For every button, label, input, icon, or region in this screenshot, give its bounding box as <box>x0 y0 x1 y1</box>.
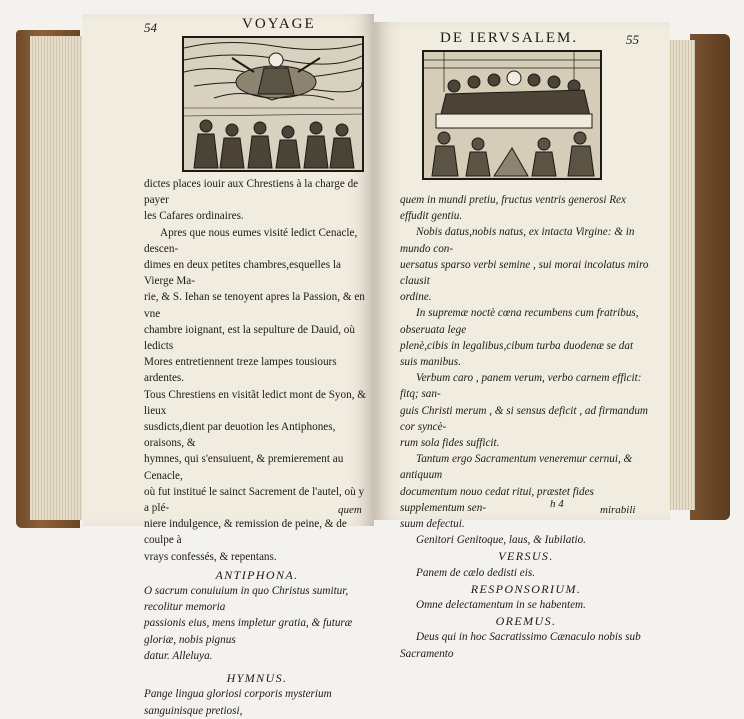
left-page <box>82 14 374 717</box>
text-line: vrays confessés, & repentans. <box>144 550 277 563</box>
antiphona-heading: ANTIPHONA. <box>215 567 299 582</box>
text-line: suum defectui. <box>400 518 465 531</box>
text-line: ordine. <box>400 291 432 304</box>
text-line: Nobis datus,nobis natus, ex intacta Virgine: & in mundo con- <box>400 226 635 255</box>
text-line: chambre ioignant, est la sepulture de Dauid, où ledicts <box>144 323 355 353</box>
left-running-head: VOYAGE <box>242 16 316 32</box>
antiphona-line: datur. Alleluya. <box>144 649 213 662</box>
oremus-line: Deus qui in hoc Sacratissimo Cænaculo nobis sub Sacramento <box>400 631 641 660</box>
hymnus-line: Pange lingua gloriosi corporis mysterium sanguinisque pretiosi, <box>144 688 332 717</box>
text-line: Genitori Genitoque, laus, & Iubilatio. <box>416 534 586 547</box>
right-running-head: DE IERVSALEM. <box>440 30 579 46</box>
text-line: rum sola fides sufficit. <box>400 437 500 450</box>
versus-line: Panem de cælo dedisti eis. <box>416 566 535 579</box>
responsorium-line: Omne delectamentum in se habentem. <box>416 599 586 612</box>
right-catchword: mirabili <box>600 504 636 516</box>
woodcut-ascension-illustration <box>182 36 364 172</box>
text-line: quem in mundi pretiu, fructus ventris generosi Rex effudit gentiu. <box>400 194 626 223</box>
text-line: Tous Chrestiens en visitãt ledict mont de Syon, & lieux <box>144 388 367 417</box>
text-line: dimes en deux petites chambres,esquelles la Vierge Ma- <box>144 259 341 288</box>
text-line: dictes places iouir aux Chrestiens à la charge de payer <box>144 178 359 207</box>
right-page <box>374 22 670 660</box>
oremus-heading: OREMUS. <box>495 614 557 629</box>
left-page-number: 54 <box>144 20 157 35</box>
right-body-text <box>400 192 652 662</box>
text-line: Verbum caro , panem verum, verbo carnem efficit: fitq; san- <box>400 372 642 401</box>
text-line: documentum nouo cedat ritui, præstet fides supplementum sen- <box>400 485 594 514</box>
text-line: niere indulgence, & remission de peine, & de coulpe à <box>144 518 347 547</box>
right-cover-binding <box>690 34 730 520</box>
text-line: Mores entretiennent treze lampes tousiours ardentes. <box>144 356 337 385</box>
text-line: les Cafares ordinaires. <box>144 210 244 223</box>
text-line: rie, & S. Iehan se tenoyent apres la Passion, & en vne <box>144 291 365 320</box>
text-line: guis Christi merum , & si sensus deficit , ad firmandum cor syncè- <box>400 404 648 433</box>
text-line: où fut institué le sainct Sacrement de l'autel, où y a plé- <box>144 485 365 515</box>
responsorium-heading: RESPONSORIUM. <box>470 581 582 596</box>
text-line: susdicts,dient par deuotion les Antiphones, oraisons, & <box>144 421 336 450</box>
text-line: plenè,cibis in legalibus,cibum turba duodenæ se dat suis manibus. <box>400 339 634 369</box>
left-catchword: quem <box>338 504 362 516</box>
versus-heading: VERSUS. <box>498 549 554 564</box>
left-body-text <box>144 176 370 719</box>
text-line: In supremæ noctè cœna recumbens cum fratribus, obseruata lege <box>400 307 639 336</box>
woodcut-last-supper-illustration <box>422 50 602 180</box>
right-page-number: 55 <box>626 32 639 47</box>
text-line: Tantum ergo Sacramentum veneremur cernui, & antiquum <box>400 453 633 482</box>
signature-mark: h 4 <box>550 498 564 510</box>
text-line: hymnes, qui s'ensuiuent, & premierement au Cenacle, <box>144 453 344 482</box>
antiphona-line: O sacrum conuiuium in quo Christus sumitur, recolitur memoria <box>144 585 349 614</box>
antiphona-line: passionis eius, mens impletur gratia, & futuræ gloriæ, nobis pignus <box>144 617 353 646</box>
hymnus-heading: HYMNUS. <box>226 671 288 686</box>
text-line: uersatus sparso verbi semine , sui morai incolatus miro clausit <box>400 258 649 288</box>
text-line: Apres que nous eumes visité ledict Cenacle, descen- <box>144 226 358 255</box>
